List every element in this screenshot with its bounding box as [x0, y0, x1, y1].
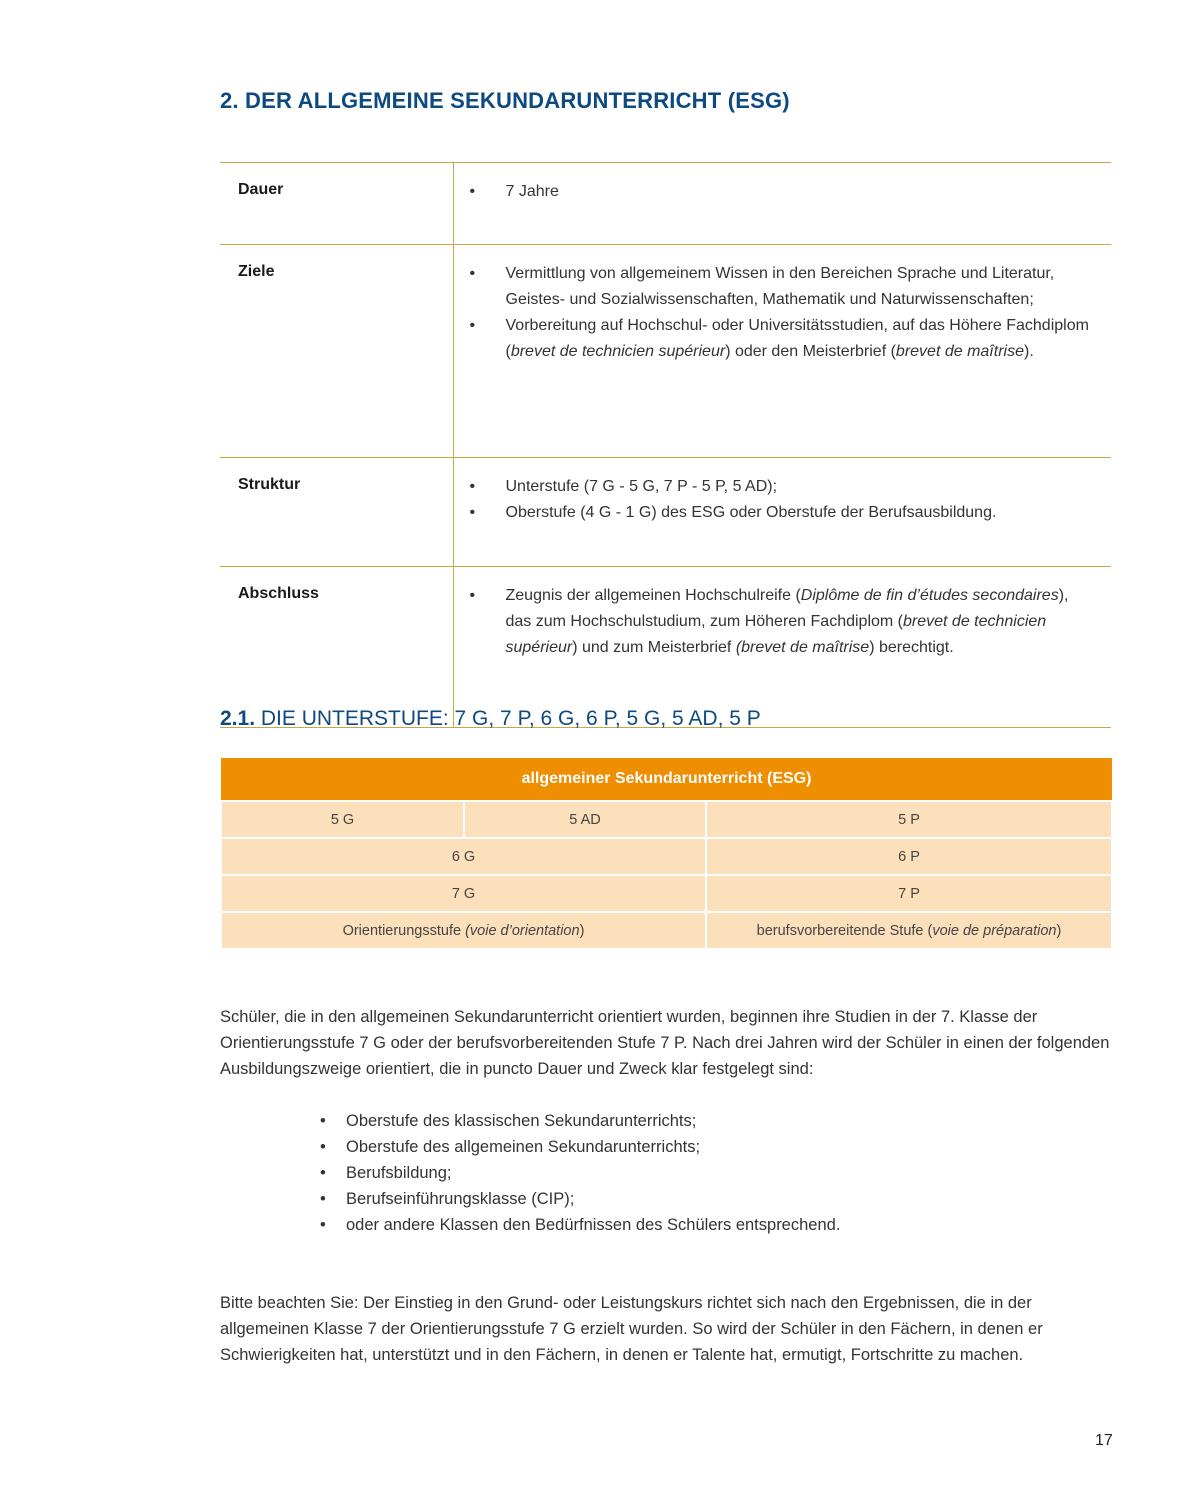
row-list [454, 583, 1096, 661]
grid-cell: 5 P [706, 801, 1112, 838]
paragraph-intro: Schüler, die in den allgemeinen Sekundarunterricht orientiert wurden, beginnen ihre Studien in der 7. Klasse der Orientierungsstufe 7 G oder der berufsvorbereitenden Stufe 7 P. Nach drei Jahren wird der Schüler in einen der folgenden Ausbildungszweige orientiert, die in puncto Dauer und Zweck klar festgelegt sind: [220, 1008, 1110, 1078]
grid-header: allgemeiner Sekundarunterricht (ESG) [221, 758, 1112, 801]
grid-cell: 6 P [706, 838, 1112, 875]
info-table [220, 162, 1111, 728]
grid-cell: 6 G [221, 838, 706, 875]
list-item: • Unterstufe (7 G - 5 G, 7 P - 5 P, 5 AD); [454, 474, 1096, 500]
page-number: 17 [1095, 1432, 1113, 1449]
bullet-icon: • [320, 1138, 326, 1156]
info-row-abschluss [220, 567, 1111, 728]
pathway-list [320, 1108, 840, 1238]
list-item: • Vermittlung von allgemeinem Wissen in den Bereichen Sprache und Literatur, Geistes- und Sozialwissenschaften, Mathematik und Naturwissenschaften; [454, 261, 1096, 313]
grid-row [221, 875, 1112, 912]
bullet-icon: • [469, 265, 476, 282]
bullet-icon: • [469, 183, 476, 200]
grid-cell: 5 AD [464, 801, 706, 838]
row-list [454, 179, 1096, 205]
list-item: • Oberstufe des allgemeinen Sekundarunterrichts; [320, 1134, 840, 1160]
bullet-icon: • [469, 504, 476, 521]
paragraph-note: Bitte beachten Sie: Der Einstieg in den Grund- oder Leistungskurs richtet sich nach den Ergebnissen, die in der allgemeinen Klasse 7 der Orientierungsstufe 7 G erzielt wurden. So wird der Schüler in den Fächern, in denen er Schwierigkeiten hat, unterstützt und in den Fächern, in denen er Talente hat, ermutigt, Fortschritte zu machen. [220, 1294, 1043, 1364]
section-title: 2. DER ALLGEMEINE SEKUNDARUNTERRICHT (ESG) [220, 88, 790, 113]
grid-cell: Orientierungsstufe (voie d’orientation) [221, 912, 706, 949]
info-row-ziele [220, 245, 1111, 458]
list-item: • Vorbereitung auf Hochschul- oder Universitätsstudien, auf das Höhere Fachdiplom (brevet de technicien supérieur) oder den Meisterbrief (brevet de maîtrise). [454, 313, 1096, 365]
subsection-title: 2.1. DIE UNTERSTUFE: 7 G, 7 P, 6 G, 6 P, 5 G, 5 AD, 5 P [220, 707, 761, 730]
grid-row [221, 801, 1112, 838]
grid-row [221, 838, 1112, 875]
list-item: • Oberstufe des klassischen Sekundarunterrichts; [320, 1108, 840, 1134]
grid-cell: 7 P [706, 875, 1112, 912]
bullet-icon: • [320, 1164, 326, 1182]
bullet-icon: • [469, 587, 476, 604]
grid-cell: berufsvorbereitende Stufe (voie de préparation) [706, 912, 1112, 949]
list-item: • Berufsbildung; [320, 1160, 840, 1186]
list-item: • Berufseinführungsklasse (CIP); [320, 1186, 840, 1212]
bullet-icon: • [320, 1216, 326, 1234]
info-row-dauer [220, 163, 1111, 245]
bullet-icon: • [469, 317, 476, 334]
row-label: Ziele [220, 245, 453, 458]
grid-row [221, 912, 1112, 949]
list-item: • 7 Jahre [454, 179, 1096, 205]
info-row-struktur [220, 458, 1111, 567]
row-label: Abschluss [220, 567, 453, 728]
bullet-icon: • [320, 1190, 326, 1208]
row-label: Struktur [220, 458, 453, 567]
grid-cell: 5 G [221, 801, 464, 838]
structure-grid [220, 758, 1113, 950]
grid-cell: 7 G [221, 875, 706, 912]
list-item: • Zeugnis der allgemeinen Hochschulreife (Diplôme de fin d’études secondaires), das zum Hochschulstudium, zum Höheren Fachdiplom (brevet de technicien supérieur) und zum Meisterbrief (brevet de maîtrise) berechtigt. [454, 583, 1096, 661]
bullet-icon: • [320, 1112, 326, 1130]
list-item: • oder andere Klassen den Bedürfnissen des Schülers entsprechend. [320, 1212, 840, 1238]
row-list [454, 261, 1096, 365]
row-label: Dauer [220, 163, 453, 245]
list-item: • Oberstufe (4 G - 1 G) des ESG oder Oberstufe der Berufsausbildung. [454, 500, 1096, 526]
row-list [454, 474, 1096, 526]
bullet-icon: • [469, 478, 476, 495]
